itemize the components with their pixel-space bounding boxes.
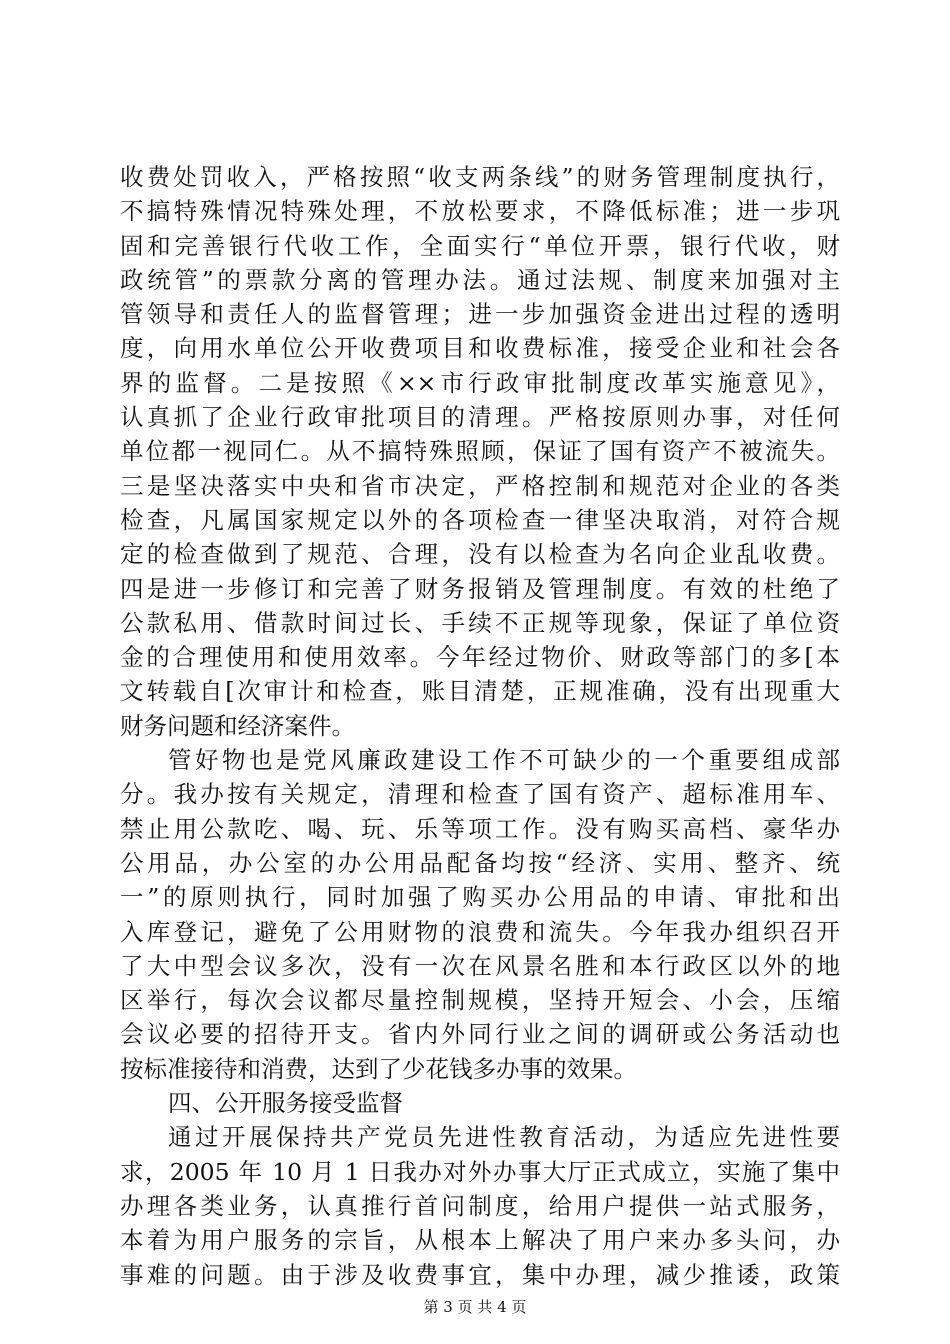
text-line: 办理各类业务，认真推行首问制度，给用户提供一站式服务， bbox=[120, 1191, 840, 1220]
text-line: 求，2005 年 10 月 1 日我办对外办事大厅正式成立，实施了集中 bbox=[120, 1157, 840, 1186]
text-line: 四是进一步修订和完善了财务报销及管理制度。有效的杜绝了 bbox=[120, 574, 840, 603]
text-line: 本着为用户服务的宗旨，从根本上解决了用户来办多头问，办 bbox=[120, 1226, 840, 1255]
text-line: 固和完善银行代收工作，全面实行“单位开票，银行代收，财 bbox=[120, 231, 840, 260]
paragraph bbox=[120, 1120, 840, 1291]
text-line: 定的检查做到了规范、合理，没有以检查为名向企业乱收费。 bbox=[120, 540, 840, 569]
text-line: 会议必要的招待开支。省内外同行业之间的调研或公务活动也 bbox=[120, 1020, 840, 1049]
section-heading bbox=[120, 1086, 840, 1120]
text-line: 政统管”的票款分离的管理办法。通过法规、制度来加强对主 bbox=[120, 265, 840, 294]
text-line: 管领导和责任人的监督管理；进一步加强资金进出过程的透明 bbox=[120, 300, 840, 329]
text-line: 入库登记，避免了公用财物的浪费和流失。今年我办组织召开 bbox=[120, 917, 840, 946]
text-line: 禁止用公款吃、喝、玩、乐等项工作。没有购买高档、豪华办 bbox=[120, 814, 840, 843]
text-line: 通过开展保持共产党员先进性教育活动，为适应先进性要 bbox=[168, 1123, 840, 1152]
text-line: 单位都一视同仁。从不搞特殊照顾，保证了国有资产不被流失。 bbox=[120, 437, 840, 466]
page-footer: 第 3 页 共 4 页 bbox=[423, 1298, 527, 1316]
text-line: 公用品，办公室的办公用品配备均按“经济、实用、整齐、统 bbox=[120, 848, 840, 877]
text-line: 管好物也是党风廉政建设工作不可缺少的一个重要组成部 bbox=[168, 746, 840, 775]
text-line: 检查，凡属国家规定以外的各项检查一律坚决取消，对符合规 bbox=[120, 505, 840, 534]
text-line: 认真抓了企业行政审批项目的清理。严格按原则办事，对任何 bbox=[120, 403, 840, 432]
text-line: 事难的问题。由于涉及收费事宜，集中办理，减少推诿，政策 bbox=[120, 1260, 840, 1289]
text-line: 区举行，每次会议都尽量控制规模，坚持开短会、小会，压缩 bbox=[120, 986, 840, 1015]
text-line: 了大中型会议多次，没有一次在风景名胜和本行政区以外的地 bbox=[120, 951, 840, 980]
text-line: 金的合理使用和使用效率。今年经过物价、财政等部门的多[本 bbox=[120, 643, 840, 672]
text-line: 三是坚决落实中央和省市决定，严格控制和规范对企业的各类 bbox=[120, 471, 840, 500]
text-line: 界的监督。二是按照《××市行政审批制度改革实施意见》， bbox=[120, 368, 840, 397]
paragraph bbox=[120, 160, 840, 743]
text-line: 财务问题和经济案件。 bbox=[120, 711, 355, 740]
text-line: 文转载自[次审计和检查，账目清楚，正规准确，没有出现重大 bbox=[120, 677, 840, 706]
text-line: 度，向用水单位公开收费项目和收费标准，接受企业和社会各 bbox=[120, 334, 840, 363]
document-body bbox=[120, 160, 840, 1292]
text-line: 公款私用、借款时间过长、手续不正规等现象，保证了单位资 bbox=[120, 608, 840, 637]
text-line: 分。我办按有关规定，清理和检查了国有资产、超标准用车、 bbox=[120, 780, 840, 809]
text-line: 一”的原则执行，同时加强了购买办公用品的申请、审批和出 bbox=[120, 883, 840, 912]
paragraph bbox=[120, 743, 840, 1086]
text-line: 四、公开服务接受监督 bbox=[168, 1089, 403, 1118]
text-line: 收费处罚收入，严格按照“收支两条线”的财务管理制度执行， bbox=[120, 163, 840, 191]
text-line: 按标准接待和消费，达到了少花钱多办事的效果。 bbox=[120, 1054, 637, 1083]
text-line: 不搞特殊情况特殊处理，不放松要求，不降低标准；进一步巩 bbox=[120, 197, 840, 226]
